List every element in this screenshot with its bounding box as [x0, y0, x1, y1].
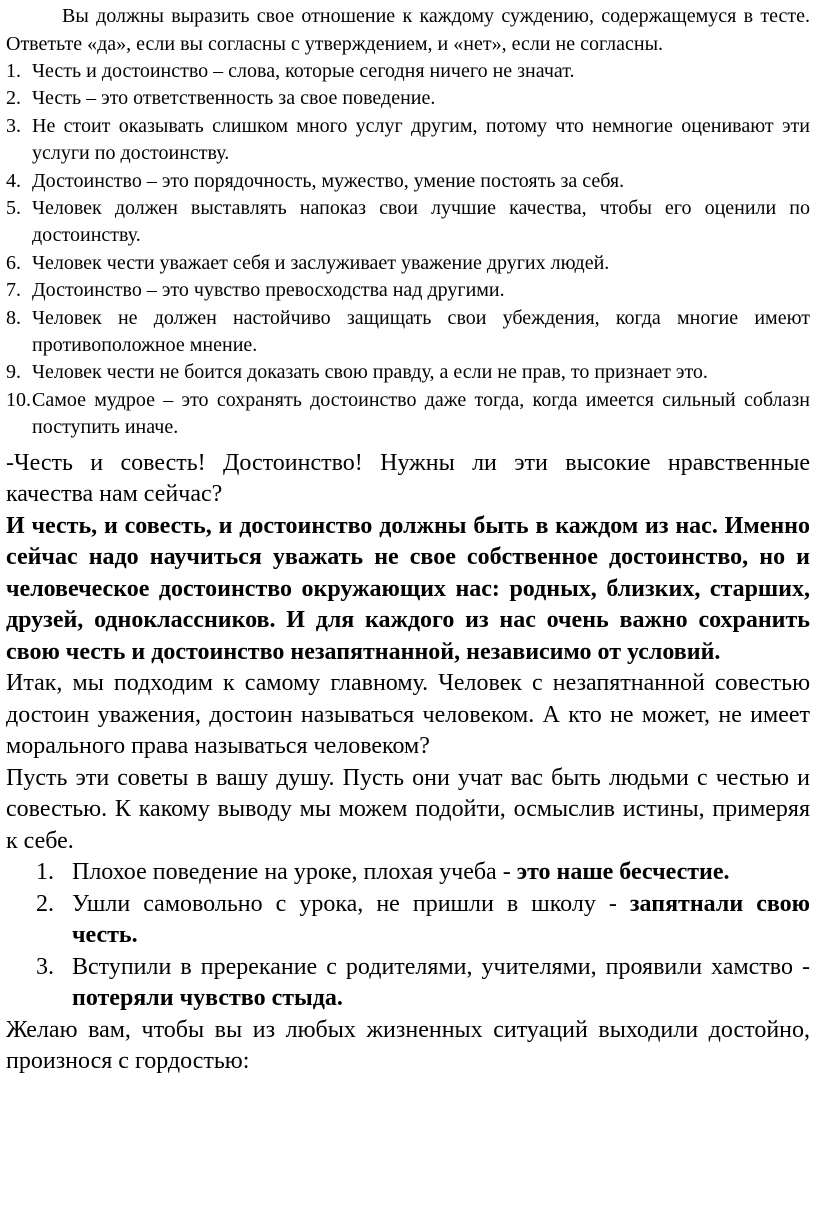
item-number: 3. — [36, 953, 54, 980]
item-number: 10. — [6, 388, 31, 411]
list-item — [6, 305, 810, 360]
item-text: Плохое поведение на уроке, плохая учеба - — [72, 859, 517, 886]
list-item — [6, 277, 810, 304]
document-page — [6, 0, 810, 1078]
test-statement-list — [6, 58, 810, 442]
item-text: Человек чести не боится доказать свою правду, а если не прав, то признает это. — [32, 361, 708, 384]
bold-answer-paragraph: И честь, и совесть, и достоинство должны быть в каждом из нас. Именно сейчас надо научиться уважать не свое собственное достоинство, но и человеческое достоинство окружающих нас: родных, близких, старших, друзей, одноклассников. И для каждого из нас очень важно сохранить свою честь и достоинство незапятнанной, независимо от условий. — [6, 512, 810, 665]
question-paragraph: -Честь и совесть! Достоинство! Нужны ли эти высокие нравственные качества нам сейчас? — [6, 449, 810, 508]
main-point-paragraph: Итак, мы подходим к самому главному. Человек с незапятнанной совестью достоин уважения, достоин называться человеком. А кто не может, не имеет морального права называться человеком? — [6, 670, 810, 760]
list-item — [6, 168, 810, 195]
item-text: Самое мудрое – это сохранять достоинство даже тогда, когда имеется сильный соблазн поступить иначе. — [32, 388, 810, 439]
item-number: 8. — [6, 306, 21, 329]
list-item — [6, 359, 810, 386]
item-number: 1. — [6, 60, 21, 82]
item-number: 1. — [36, 859, 54, 886]
list-item — [6, 250, 810, 277]
item-number: 3. — [6, 114, 21, 137]
list-item — [6, 889, 810, 952]
conclusion-list — [6, 857, 810, 1015]
list-item — [6, 387, 810, 442]
item-number: 6. — [6, 251, 21, 274]
item-bold-text: это наше бесчестие. — [516, 859, 730, 886]
item-number: 2. — [36, 890, 54, 917]
item-text: Честь – это ответственность за свое поведение. — [32, 87, 436, 110]
item-text: Человек не должен настойчиво защищать свои убеждения, когда многие имеют противоположное мнение. — [32, 306, 810, 357]
item-number: 2. — [6, 87, 21, 110]
item-text: Не стоит оказывать слишком много услуг другим, потому что немногие оценивают эти услуги по достоинству. — [32, 114, 810, 165]
list-item — [6, 113, 810, 168]
item-text: Достоинство – это порядочность, мужество, умение постоять за себя. — [32, 169, 625, 192]
intro-paragraph: Вы должны выразить свое отношение к каждому суждению, содержащемуся в тесте. Ответьте «да», если вы согласны с утверждением, и «нет», если не согласны. — [6, 5, 810, 55]
item-number: 9. — [6, 361, 21, 384]
advice-paragraph: Пусть эти советы в вашу душу. Пусть они учат вас быть людьми с честью и совестью. К какому выводу мы можем подойти, осмыслив истины, примеряя к себе. — [6, 764, 810, 854]
item-text: Честь и достоинство – слова, которые сегодня ничего не значат. — [32, 60, 575, 82]
item-bold-text: запятнали свою честь. — [72, 890, 810, 949]
list-item — [6, 857, 810, 889]
item-number: 4. — [6, 169, 21, 192]
item-text: Ушли самовольно с урока, не пришли в школу - — [72, 890, 630, 917]
item-text: Человек чести уважает себя и заслуживает уважение других людей. — [32, 251, 610, 274]
item-bold-text: потеряли чувство стыда. — [72, 985, 343, 1012]
item-text: Достоинство – это чувство превосходства над другими. — [32, 279, 505, 302]
list-item — [6, 195, 810, 250]
closing-paragraph: Желаю вам, чтобы вы из любых жизненных ситуаций выходили достойно, произнося с гордостью: — [6, 1016, 810, 1075]
item-number: 7. — [6, 279, 21, 302]
list-item — [6, 952, 810, 1015]
list-item — [6, 58, 810, 85]
item-number: 5. — [6, 197, 21, 220]
item-text: Вступили в пререкание с родителями, учителями, проявили хамство - — [72, 953, 810, 980]
item-text: Человек должен выставлять напоказ свои лучшие качества, чтобы его оценили по достоинству. — [32, 197, 810, 247]
list-item — [6, 85, 810, 112]
